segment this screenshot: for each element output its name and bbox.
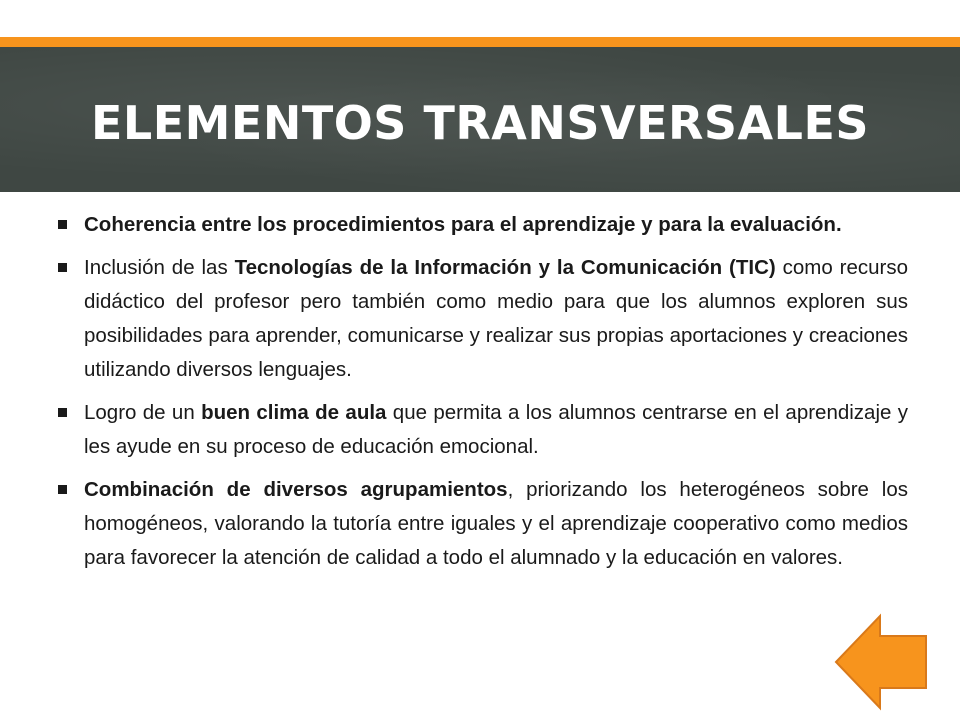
arrow-left-icon xyxy=(832,612,932,712)
bullet-text: Logro de un xyxy=(84,401,202,424)
bullet-square-icon xyxy=(58,263,67,272)
bullet-text: , priorizando los heterogéneos sobre los homogéneos, valorando la tutoría entre iguales y el aprendizaje cooperativo como medios para favorecer la atención de calidad a todo el alumnado y la educación en valores. xyxy=(84,478,908,569)
bullet-list xyxy=(58,208,908,584)
bullet-bold-text: buen clima de aula xyxy=(201,401,387,424)
page-title: ELEMENTOS TRANSVERSALES xyxy=(90,95,870,150)
list-item xyxy=(58,251,908,387)
list-item xyxy=(58,473,908,575)
accent-bar xyxy=(0,37,960,47)
back-button[interactable] xyxy=(832,612,932,712)
bullet-square-icon xyxy=(58,220,67,229)
bullet-bold-text: Tecnologías de la Información y la Comunicación (TIC) xyxy=(234,256,776,279)
bullet-square-icon xyxy=(58,408,67,417)
bullet-text: que permita a los alumnos centrarse en el aprendizaje y les ayude en su proceso de educación emocional. xyxy=(84,401,909,458)
bullet-text: Inclusión de las xyxy=(84,256,235,279)
bullet-text: como recurso didáctico del profesor pero también como medio para que los alumnos exploren sus posibilidades para aprender, comunicarse y realizar sus propias aportaciones y creaciones utilizando diversos lenguajes. xyxy=(84,256,908,381)
bullet-bold-text: Coherencia entre los procedimientos para el aprendizaje y para la evaluación. xyxy=(84,213,842,236)
title-banner xyxy=(0,47,960,192)
list-item xyxy=(58,208,908,242)
bullet-square-icon xyxy=(58,485,67,494)
list-item xyxy=(58,396,908,464)
bullet-bold-text: Combinación de diversos agrupamientos xyxy=(84,478,508,501)
